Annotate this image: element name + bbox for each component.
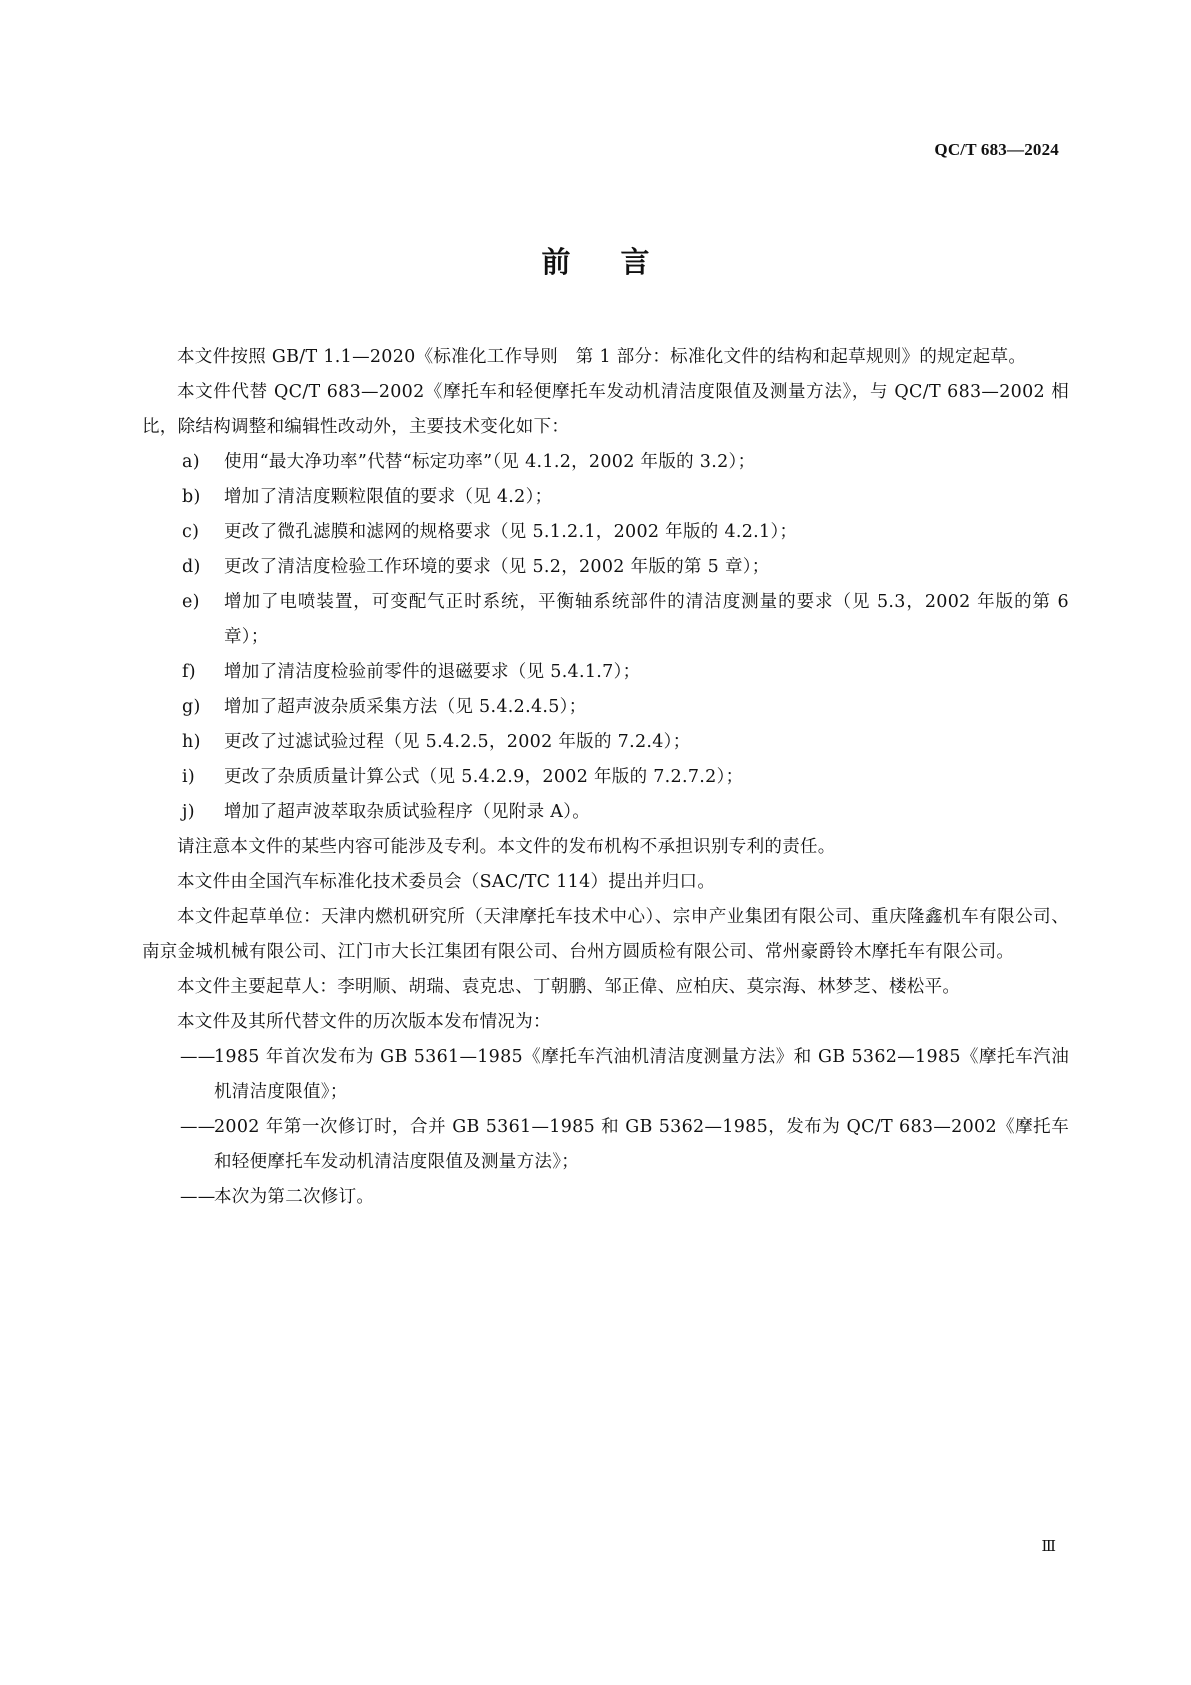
list-item-text: 更改了清洁度检验工作环境的要求（见 5.2，2002 年版的第 5 章）； [224,557,770,577]
list-marker: j) [182,802,195,822]
paragraph-proposed-by: 本文件由全国汽车标准化技术委员会（SAC/TC 114）提出并归口。 [177,872,716,892]
list-marker: b) [182,487,201,507]
list-item-text: 更改了杂质质量计算公式（见 5.4.2.9，2002 年版的 7.2.7.2）； [224,767,744,787]
list-item-text: 增加了超声波萃取杂质试验程序（见附录 A）。 [224,802,591,822]
dash-marker: —— [180,1117,216,1137]
list-item-text: 本次为第二次修订。 [214,1187,375,1207]
list-item-text: 增加了清洁度颗粒限值的要求（见 4.2）； [224,487,553,507]
list-item-text: 更改了过滤试验过程（见 5.4.2.5，2002 年版的 7.2.4）； [224,732,691,752]
list-marker: d) [182,557,201,577]
list-item-text: 增加了超声波杂质采集方法（见 5.4.2.4.5）； [224,697,587,717]
list-marker: h) [182,732,201,752]
dash-marker: —— [180,1187,216,1207]
changes-list [142,445,1069,830]
list-item [142,585,1069,655]
list-item-text: 增加了电喷装置，可变配气正时系统，平衡轴系统部件的清洁度测量的要求（见 5.3，2002 年版的第 6 章）； [224,592,1069,647]
list-item [142,655,1069,690]
dash-marker: —— [180,1047,216,1067]
list-marker: f) [182,662,196,682]
paragraph-drafting-rules: 本文件按照 GB/T 1.1—2020《标准化工作导则 第 1 部分：标准化文件的结构和起草规则》的规定起草。 [177,347,1027,367]
page-title: 前言 [541,245,700,279]
list-item [142,1180,1069,1215]
list-item [142,760,1069,795]
list-marker: c) [182,522,200,542]
paragraph-replaces: 本文件代替 QC/T 683—2002《摩托车和轻便摩托车发动机清洁度限值及测量方法》，与 QC/T 683—2002 相比，除结构调整和编辑性改动外，主要技术变化如下： [142,382,1069,437]
list-item [142,515,1069,550]
history-list [142,1040,1069,1215]
list-item-text: 增加了清洁度检验前零件的退磁要求（见 5.4.1.7）； [224,662,641,682]
list-item [142,445,1069,480]
foreword-body [142,340,1069,1215]
list-marker: e) [182,592,200,612]
list-item-text: 2002 年第一次修订时，合并 GB 5361—1985 和 GB 5362—1985，发布为 QC/T 683—2002《摩托车和轻便摩托车发动机清洁度限值及测量方法》； [214,1117,1069,1172]
list-marker: i) [182,767,196,787]
list-item-text: 更改了微孔滤膜和滤网的规格要求（见 5.1.2.1，2002 年版的 4.2.1）； [224,522,798,542]
paragraph-patent-notice: 请注意本文件的某些内容可能涉及专利。本文件的发布机构不承担识别专利的责任。 [177,837,836,857]
list-marker: a) [182,452,200,472]
page-number: Ⅲ [1041,1539,1056,1555]
list-item [142,690,1069,725]
list-item [142,480,1069,515]
paragraph-drafting-units: 本文件起草单位：天津内燃机研究所（天津摩托车技术中心）、宗申产业集团有限公司、重庆隆鑫机车有限公司、南京金城机械有限公司、江门市大长江集团有限公司、台州方圆质检有限公司、常州豪爵铃木摩托车有限公司。 [142,907,1069,962]
paragraph-history-intro: 本文件及其所代替文件的历次版本发布情况为： [177,1012,551,1032]
list-item [142,1040,1069,1110]
document-code: QC/T 683—2024 [934,140,1059,159]
list-item [142,550,1069,585]
list-item [142,1110,1069,1180]
list-item [142,725,1069,760]
list-marker: g) [182,697,201,717]
list-item-text: 1985 年首次发布为 GB 5361—1985《摩托车汽油机清洁度测量方法》和 GB 5362—1985《摩托车汽油机清洁度限值》； [214,1047,1069,1102]
paragraph-drafters: 本文件主要起草人：李明顺、胡瑞、袁克忠、丁朝鹏、邹正偉、应柏庆、莫宗海、林梦芝、楼松平。 [177,977,961,997]
list-item-text: 使用“最大净功率”代替“标定功率”（见 4.1.2，2002 年版的 3.2）； [224,452,756,472]
list-item [142,795,1069,830]
